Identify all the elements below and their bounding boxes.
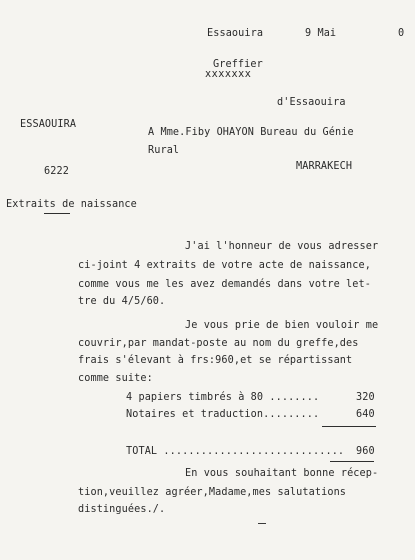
recipient-line-2: Rural (148, 145, 180, 156)
cost-item-amount: 640 (356, 409, 375, 420)
paragraph-2-line-1: Je vous prie de bien vouloir me (185, 320, 379, 331)
sender-city: ESSAOUIRA (20, 119, 77, 130)
closing-dash (258, 523, 266, 524)
cost-item-amount: 320 (356, 392, 375, 403)
recipient-line-1: A Mme.Fiby OHAYON Bureau du Génie (148, 127, 354, 138)
office-struck-text: xxxxxxx (205, 69, 252, 80)
header-date: 9 Mai (305, 28, 337, 39)
office-city: d'Essaouira (277, 97, 346, 108)
header-city: Essaouira (207, 28, 264, 39)
paragraph-2-line-3: frais s'élevant à frs:960,et se répartissant (78, 355, 353, 366)
total-label: TOTAL ............................. (126, 446, 345, 457)
paragraph-1-line-4: tre du 4/5/60. (78, 296, 166, 307)
paragraph-1-line-3: comme vous me les avez demandés dans votre let- (78, 279, 371, 290)
total-underline (330, 461, 374, 462)
cost-item-label: 4 papiers timbrés à 80 ........ (126, 392, 320, 403)
subtotal-rule (322, 426, 376, 427)
cost-item-label: Notaires et traduction......... (126, 409, 320, 420)
subject-underline (44, 213, 70, 214)
reference-number: 6222 (44, 166, 69, 177)
closing-line-1: En vous souhaitant bonne récep- (185, 468, 379, 479)
closing-line-2: tion,veuillez agréer,Madame,mes salutations (78, 487, 347, 498)
subject-line: Extraits de naissance (6, 199, 137, 210)
recipient-city: MARRAKECH (296, 161, 353, 172)
header-year-fragment: 0 (398, 28, 405, 39)
paragraph-1-line-2: ci-joint 4 extraits de votre acte de naissance, (78, 260, 371, 271)
paragraph-1-line-1: J'ai l'honneur de vous adresser (185, 241, 379, 252)
total-amount: 960 (356, 446, 375, 457)
paragraph-2-line-2: couvrir,par mandat-poste au nom du greffe,des (78, 338, 359, 349)
closing-line-3: distinguées./. (78, 504, 166, 515)
office-title: Greffier (213, 59, 263, 70)
paragraph-2-line-4: comme suite: (78, 373, 153, 384)
